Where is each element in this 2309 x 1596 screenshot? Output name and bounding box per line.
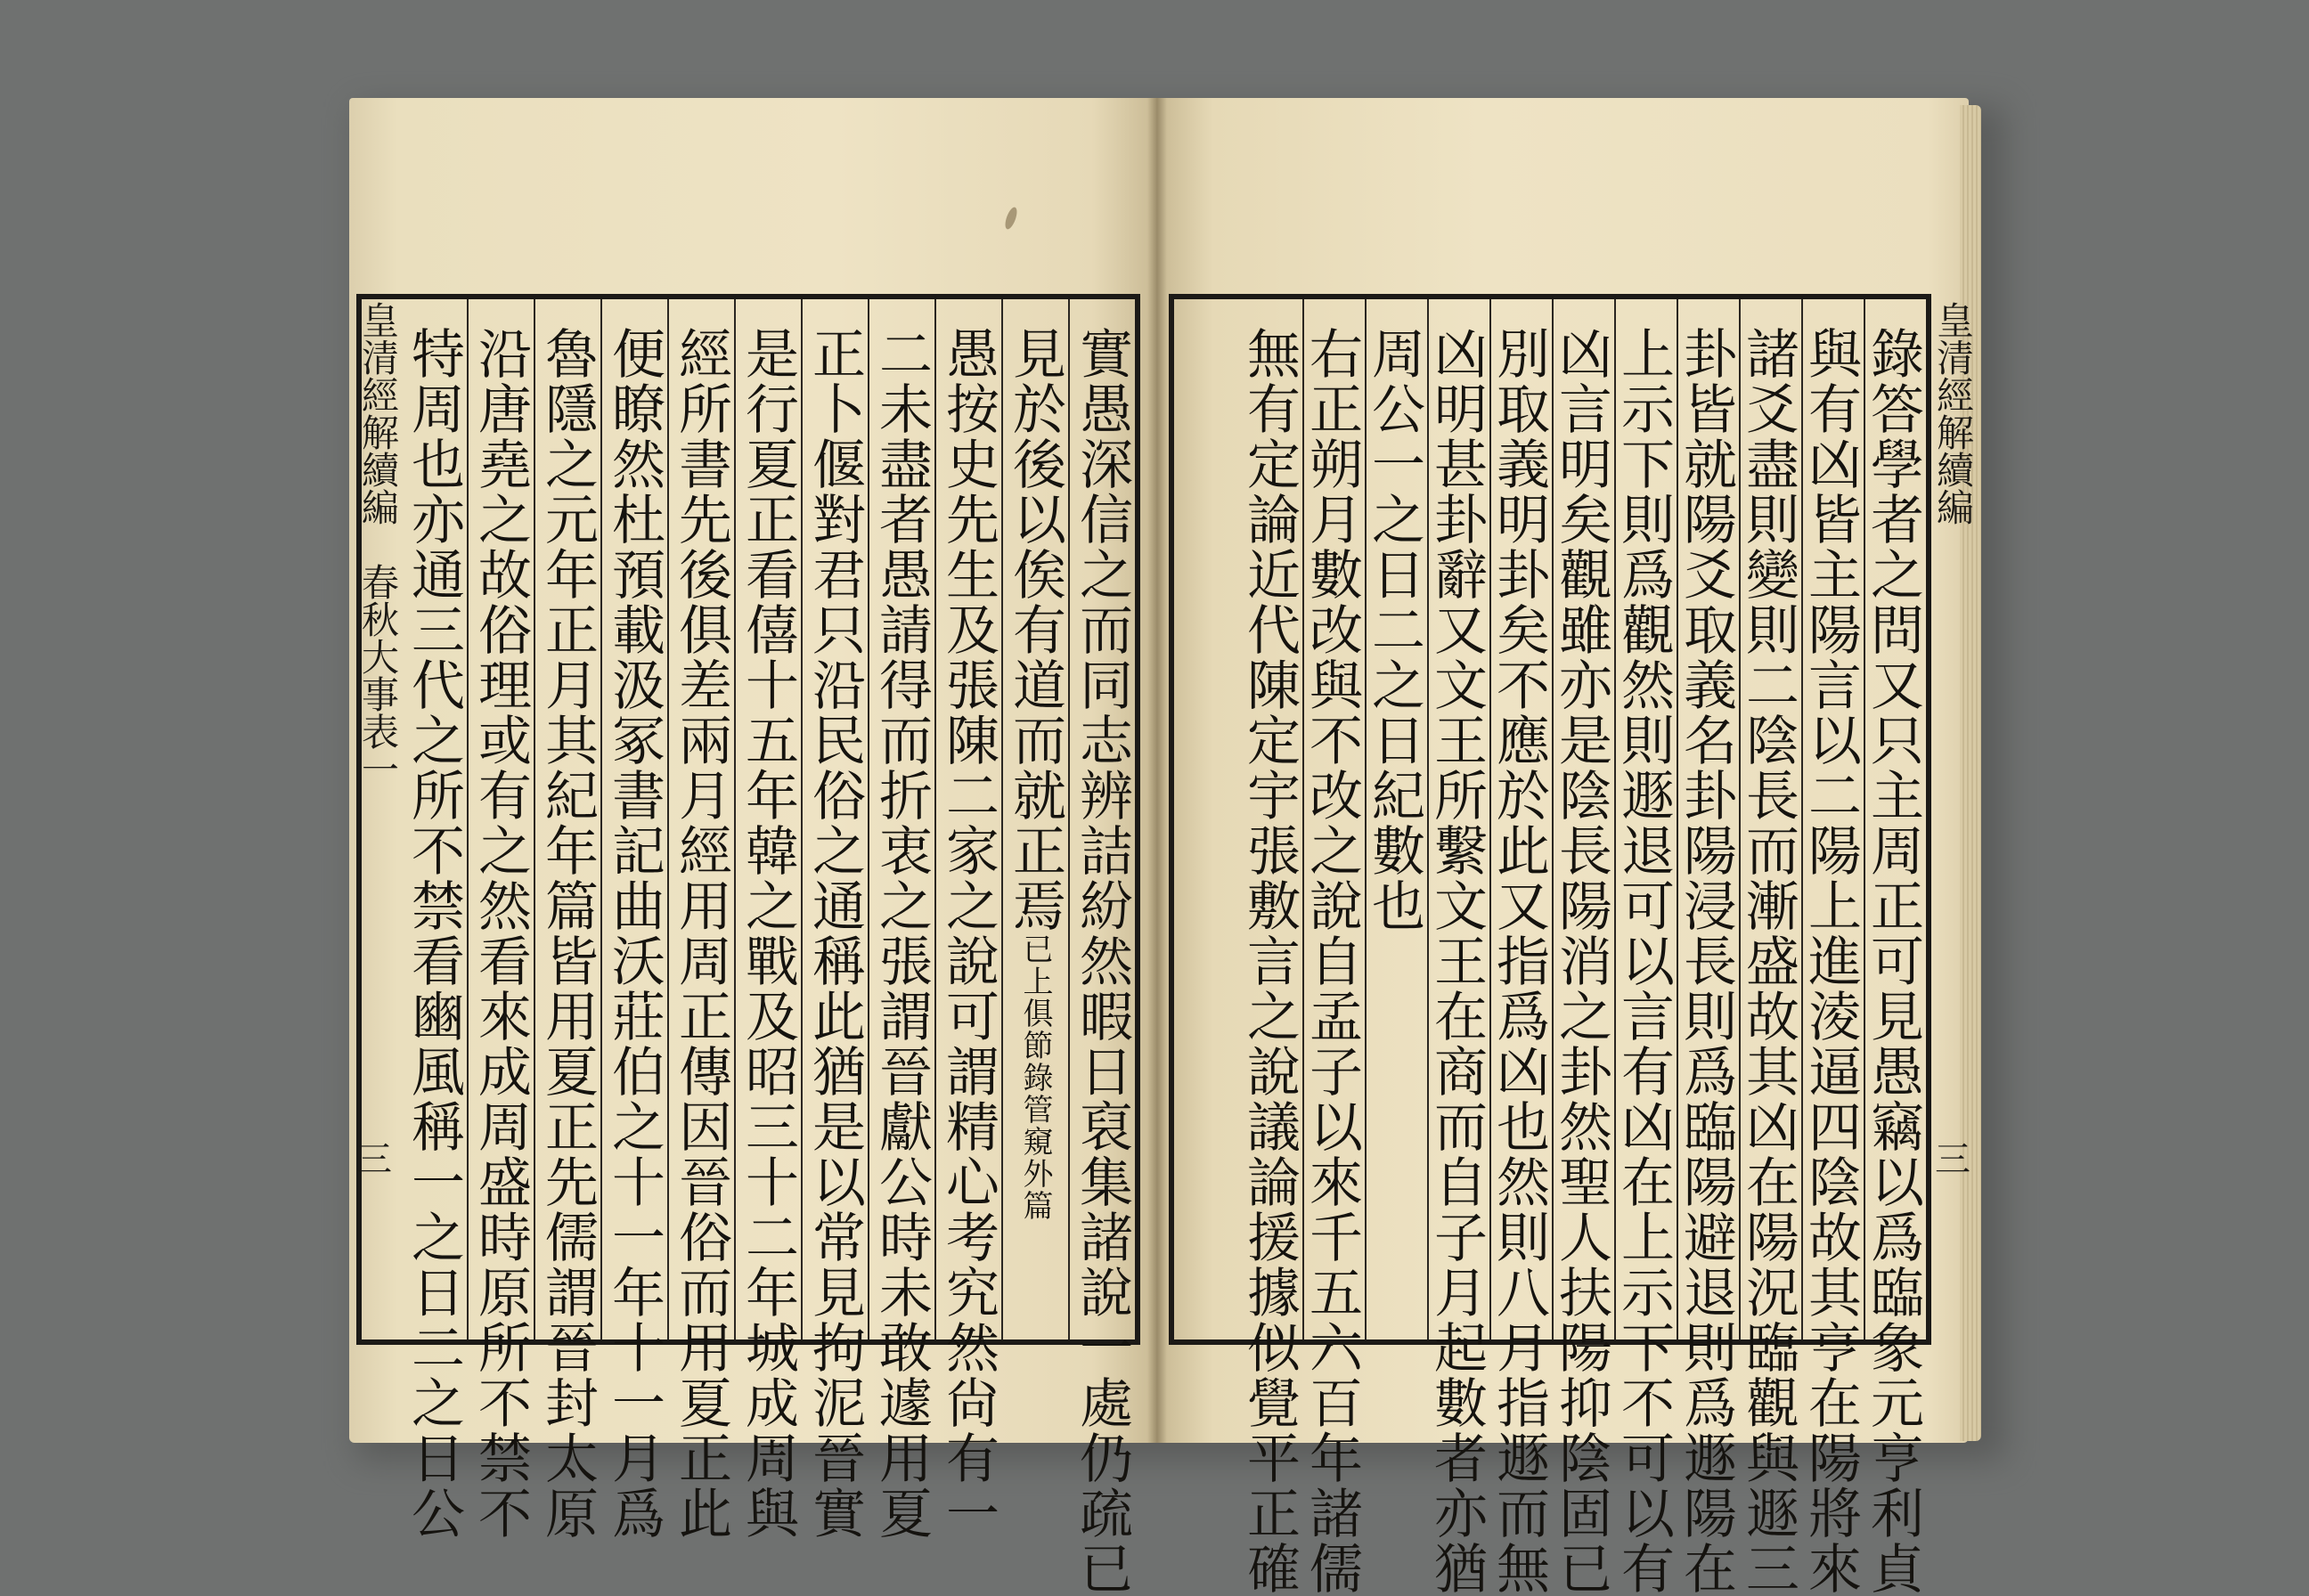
right-margin-title: 皇清經解續編 xyxy=(1931,301,1975,525)
text-column: 與有凶皆主陽言以二陽上進淩逼四陰故其亨在陽將來 xyxy=(1801,299,1864,1340)
right-folio: 三 xyxy=(1935,1139,1970,1180)
text-column: 凶言明矣觀雖亦是陰長陽消之卦然聖人扶陽抑陰固已 xyxy=(1552,299,1614,1340)
text-column: 二未盡者愚請得而折衷之張謂晉獻公時未敢遽用夏 xyxy=(868,299,934,1340)
left-margin-title: 皇清經解續編 春秋大事表一 xyxy=(356,301,400,787)
text-column: 別取義明卦矣不應於此又指爲凶也然則八月指遯而無 xyxy=(1489,299,1552,1340)
text-column: 經所書先後俱差兩月經用周正傳因晉俗而用夏正此 xyxy=(667,299,734,1340)
text-column: 正卜偃對君只沿民俗之通稱此猶是以常見拘泥晉實 xyxy=(801,299,868,1340)
text-column: 見於後以俟有道而就正焉已上俱節錄管窺外篇 xyxy=(1001,299,1068,1340)
text-column: 周公一之日二之日紀數也 xyxy=(1365,299,1427,1340)
right-text-frame xyxy=(1169,294,1931,1596)
text-column: 卦皆就陽爻取義名卦陽浸長則爲臨陽避退則爲遯陽在 xyxy=(1677,299,1739,1340)
text-column: 無有定論近代陳定宇張敷言之說議論援據似覺平正確 xyxy=(1238,326,1301,1596)
text-column: 特周也亦通三代之所不禁看豳風稱一之日二之日公 xyxy=(403,326,465,1541)
text-column: 沿唐堯之故俗理或有之然看來成周盛時原所不禁不 xyxy=(467,299,534,1340)
text-column: 上示下則爲觀然則遯退可以言有凶在上示下不可以有 xyxy=(1614,299,1677,1340)
text-column: 愚按史先生及張陳二家之說可謂精心考究然尙有一 xyxy=(934,299,1001,1340)
text-column: 諸爻盡則變則二陰長而漸盛故其凶在陽況臨觀與遯三 xyxy=(1739,299,1801,1340)
text-column: 右正朔月數改與不改之說自孟子以來千五六百年諸儒 xyxy=(1302,299,1365,1340)
book-gutter xyxy=(1147,98,1167,1443)
text-column: 實愚深信之而同志辨詰紛然暇日裒集諸說一處仍疏已 xyxy=(1068,299,1135,1340)
text-column: 凶明甚卦辭又文王所繫文王在商而自子月起數者亦猶 xyxy=(1427,299,1489,1340)
annotation-note: 已上俱節錄管窺外篇 xyxy=(1017,933,1053,1222)
text-column: 是行夏正看僖十五年韓之戰及昭三十二年城成周與 xyxy=(734,299,801,1340)
text-column: 錄答學者之問又只主周正可見愚竊以爲臨象元亨利貞 xyxy=(1864,299,1926,1340)
text-column: 魯隱之元年正月其紀年篇皆用夏正先儒謂晉封太原 xyxy=(534,299,600,1340)
text-column: 便瞭然杜預載汲冢書記曲沃莊伯之十一年十一月爲 xyxy=(600,299,667,1340)
left-folio: 三 xyxy=(356,1139,392,1180)
left-text-frame xyxy=(356,294,1140,1596)
